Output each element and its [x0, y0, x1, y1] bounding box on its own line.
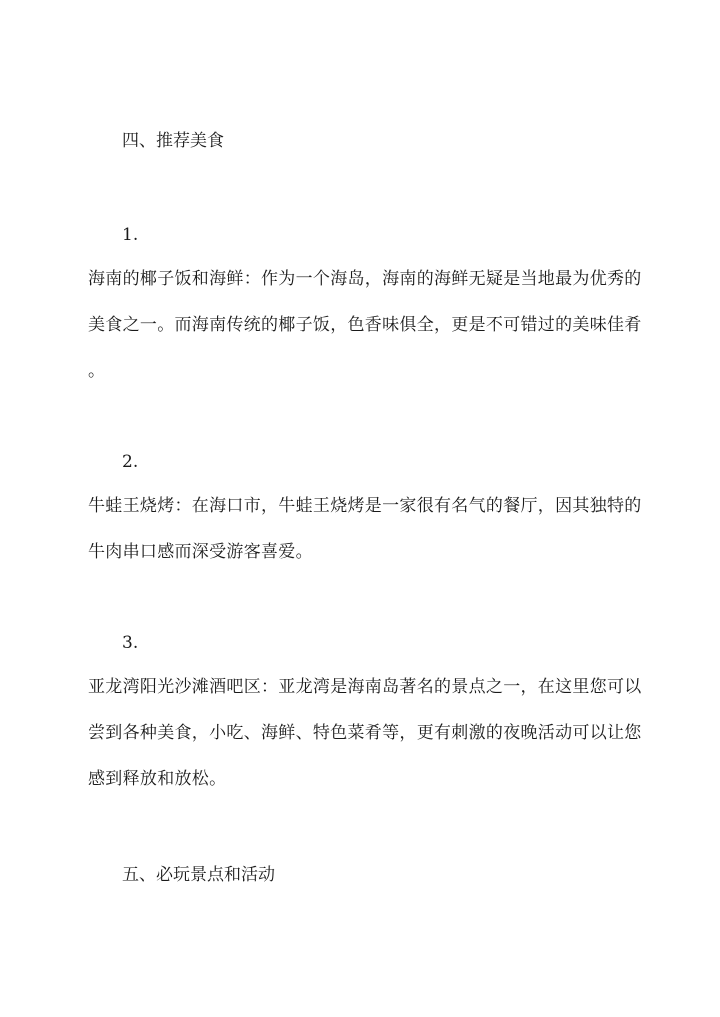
paragraph-line: 牛蛙王烧烤：在海口市，牛蛙王烧烤是一家很有名气的餐厅，因其独特的 — [88, 496, 642, 516]
section-heading-attractions: 五、必玩景点和活动 — [122, 865, 275, 885]
paragraph-line: 美食之一。而海南传统的椰子饭，色香味俱全，更是不可错过的美味佳肴 — [88, 315, 642, 335]
item-number-1: 1. — [122, 225, 139, 245]
paragraph-line: 亚龙湾阳光沙滩酒吧区：亚龙湾是海南岛著名的景点之一，在这里您可以 — [88, 677, 642, 697]
paragraph-line: 牛肉串口感而深受游客喜爱。 — [88, 542, 313, 562]
item-paragraph-3 — [88, 664, 642, 802]
section-heading-food: 四、推荐美食 — [122, 131, 224, 151]
item-paragraph-1 — [88, 256, 642, 394]
paragraph-line: 尝到各种美食，小吃、海鲜、特色菜肴等，更有刺激的夜晚活动可以让您 — [88, 723, 642, 743]
item-number-3: 3. — [122, 633, 139, 653]
item-number-2: 2. — [122, 452, 139, 472]
item-paragraph-2 — [88, 483, 642, 575]
paragraph-line: 海南的椰子饭和海鲜：作为一个海岛，海南的海鲜无疑是当地最为优秀的 — [88, 269, 642, 289]
paragraph-line: 。 — [88, 361, 106, 381]
paragraph-line: 感到释放和放松。 — [88, 769, 227, 789]
